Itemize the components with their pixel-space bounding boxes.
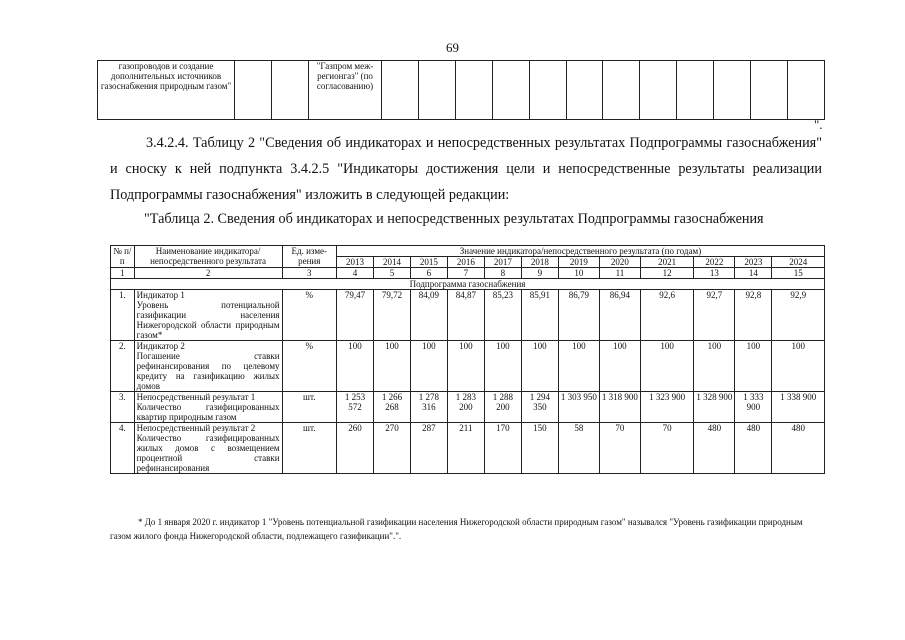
year-header: 2024 xyxy=(772,257,825,268)
column-numbers-row xyxy=(111,268,825,279)
value-cell: 100 xyxy=(336,341,373,392)
column-number: 3 xyxy=(282,268,336,279)
year-header: 2020 xyxy=(599,257,640,268)
value-cell: 1 278 316 xyxy=(410,392,447,423)
continuation-cell xyxy=(529,61,566,120)
year-header: 2023 xyxy=(735,257,772,268)
value-cell: 1 294 350 xyxy=(521,392,558,423)
value-cell: 84,09 xyxy=(410,290,447,341)
value-cell: 100 xyxy=(410,341,447,392)
table-caption: "Таблица 2. Сведения об индикаторах и непосредственных результатах Подпрограммы газоснабжения xyxy=(144,211,764,227)
value-cell: 1 288 200 xyxy=(484,392,521,423)
continuation-cell xyxy=(455,61,492,120)
row-indicator xyxy=(134,423,282,474)
year-header: 2013 xyxy=(336,257,373,268)
continuation-cell xyxy=(382,61,419,120)
row-number: 2. xyxy=(111,341,135,392)
value-cell: 100 xyxy=(447,341,484,392)
row-unit: % xyxy=(282,290,336,341)
value-cell: 70 xyxy=(599,423,640,474)
value-cell: 1 323 900 xyxy=(640,392,693,423)
value-cell: 480 xyxy=(735,423,772,474)
year-header: 2018 xyxy=(521,257,558,268)
column-number: 6 xyxy=(410,268,447,279)
indicator-name: Непосредственный результат 2 xyxy=(136,423,256,433)
page-number: 69 xyxy=(446,40,459,55)
closing-quote: ". xyxy=(814,117,823,132)
value-cell: 86,94 xyxy=(599,290,640,341)
value-cell: 170 xyxy=(484,423,521,474)
row-indicator xyxy=(134,392,282,423)
value-cell: 1 333 900 xyxy=(735,392,772,423)
value-cell: 480 xyxy=(772,423,825,474)
value-cell: 100 xyxy=(558,341,599,392)
row-unit: шт. xyxy=(282,423,336,474)
continuation-table xyxy=(97,60,825,120)
value-cell: 1 318 900 xyxy=(599,392,640,423)
value-cell: 100 xyxy=(521,341,558,392)
row-number: 4. xyxy=(111,423,135,474)
continuation-cell xyxy=(418,61,455,120)
year-header: 2015 xyxy=(410,257,447,268)
indicator-name: Непосредственный результат 1 xyxy=(136,392,256,402)
column-number: 2 xyxy=(134,268,282,279)
continuation-cell xyxy=(235,61,272,120)
row-indicator xyxy=(134,290,282,341)
indicator-description: Количество газифицированных квартир природным газом xyxy=(136,402,280,422)
continuation-cell xyxy=(751,61,788,120)
indicator-description: Количество газифицированных жилых домов с возмещением процентной ставки рефинансирования xyxy=(136,433,280,473)
value-cell: 85,23 xyxy=(484,290,521,341)
value-cell: 260 xyxy=(336,423,373,474)
continuation-cell xyxy=(492,61,529,120)
row-unit: % xyxy=(282,341,336,392)
year-header: 2014 xyxy=(373,257,410,268)
value-cell: 1 303 950 xyxy=(558,392,599,423)
indicator-description: Уровень потенциальной газификации населения Нижегородской области природным газом* xyxy=(136,300,280,340)
value-cell: 1 328 900 xyxy=(694,392,735,423)
column-number: 13 xyxy=(694,268,735,279)
column-number: 12 xyxy=(640,268,693,279)
value-cell: 100 xyxy=(484,341,521,392)
continuation-cell xyxy=(677,61,714,120)
value-cell: 70 xyxy=(640,423,693,474)
year-header: 2017 xyxy=(484,257,521,268)
indicator-description: Погашение ставки рефинансирования по целевому кредиту на газификацию жилых домов xyxy=(136,351,280,391)
value-cell: 85,91 xyxy=(521,290,558,341)
continuation-cell xyxy=(272,61,309,120)
column-number: 14 xyxy=(735,268,772,279)
value-cell: 86,79 xyxy=(558,290,599,341)
table-row xyxy=(111,290,825,341)
row-indicator xyxy=(134,341,282,392)
column-number: 9 xyxy=(521,268,558,279)
header-values: Значение индикатора/непосредственного результата (по годам) xyxy=(336,246,824,257)
value-cell: 270 xyxy=(373,423,410,474)
value-cell: 287 xyxy=(410,423,447,474)
value-cell: 100 xyxy=(599,341,640,392)
continuation-cell-executor: "Газпром меж-регионгаз" (по согласованию) xyxy=(309,61,382,120)
column-number: 7 xyxy=(447,268,484,279)
year-header: 2021 xyxy=(640,257,693,268)
value-cell: 84,87 xyxy=(447,290,484,341)
row-number: 3. xyxy=(111,392,135,423)
value-cell: 480 xyxy=(694,423,735,474)
continuation-cell xyxy=(603,61,640,120)
column-number: 4 xyxy=(336,268,373,279)
continuation-cell xyxy=(566,61,603,120)
value-cell: 100 xyxy=(373,341,410,392)
value-cell: 1 266 268 xyxy=(373,392,410,423)
header-num: № п/п xyxy=(111,246,135,268)
header-unit: Ед. изме-рения xyxy=(282,246,336,268)
value-cell: 58 xyxy=(558,423,599,474)
amendment-paragraph: 3.4.2.4. Таблицу 2 "Сведения об индикаторах и непосредственных результатах Подпрограммы газоснабжения" и сноску к ней подпункта 3.4.2.5 "Индикаторы достижения цели и непосредственные результаты реализации Подпрограммы газоснабжения" изложить в следующей редакции: xyxy=(110,135,822,203)
value-cell: 100 xyxy=(735,341,772,392)
year-header: 2016 xyxy=(447,257,484,268)
value-cell: 79,47 xyxy=(336,290,373,341)
indicator-name: Индикатор 1 xyxy=(136,290,185,300)
value-cell: 92,7 xyxy=(694,290,735,341)
value-cell: 211 xyxy=(447,423,484,474)
year-header: 2019 xyxy=(558,257,599,268)
value-cell: 1 283 200 xyxy=(447,392,484,423)
value-cell: 92,9 xyxy=(772,290,825,341)
indicator-name: Индикатор 2 xyxy=(136,341,185,351)
column-number: 5 xyxy=(373,268,410,279)
value-cell: 100 xyxy=(694,341,735,392)
header-row xyxy=(111,246,825,257)
value-cell: 150 xyxy=(521,423,558,474)
column-number: 15 xyxy=(772,268,825,279)
value-cell: 1 253 572 xyxy=(336,392,373,423)
continuation-cell xyxy=(640,61,677,120)
continuation-cell xyxy=(787,61,824,120)
column-number: 1 xyxy=(111,268,135,279)
value-cell: 100 xyxy=(640,341,693,392)
row-number: 1. xyxy=(111,290,135,341)
header-name: Наименование индикатора/ непосредственного результата xyxy=(134,246,282,268)
column-number: 8 xyxy=(484,268,521,279)
continuation-cell xyxy=(714,61,751,120)
value-cell: 79,72 xyxy=(373,290,410,341)
row-unit: шт. xyxy=(282,392,336,423)
column-number: 10 xyxy=(558,268,599,279)
value-cell: 92,8 xyxy=(735,290,772,341)
value-cell: 100 xyxy=(772,341,825,392)
continuation-cell-description: газопроводов и создание дополнительных источников газоснабжения природным газом" xyxy=(98,61,235,120)
indicators-table xyxy=(110,245,825,474)
table-row xyxy=(111,423,825,474)
section-row xyxy=(111,279,825,290)
footnote: * До 1 января 2020 г. индикатор 1 "Уровень потенциальной газификации населения Нижегородской области природным газом" назывался "Уровень газификации природным газом жилого фонда Нижегородской области, подлежащего газификации".". xyxy=(110,517,803,541)
section-title: Подпрограмма газоснабжения xyxy=(111,279,825,290)
table-row xyxy=(111,392,825,423)
column-number: 11 xyxy=(599,268,640,279)
year-header: 2022 xyxy=(694,257,735,268)
value-cell: 1 338 900 xyxy=(772,392,825,423)
value-cell: 92,6 xyxy=(640,290,693,341)
table-row xyxy=(111,341,825,392)
